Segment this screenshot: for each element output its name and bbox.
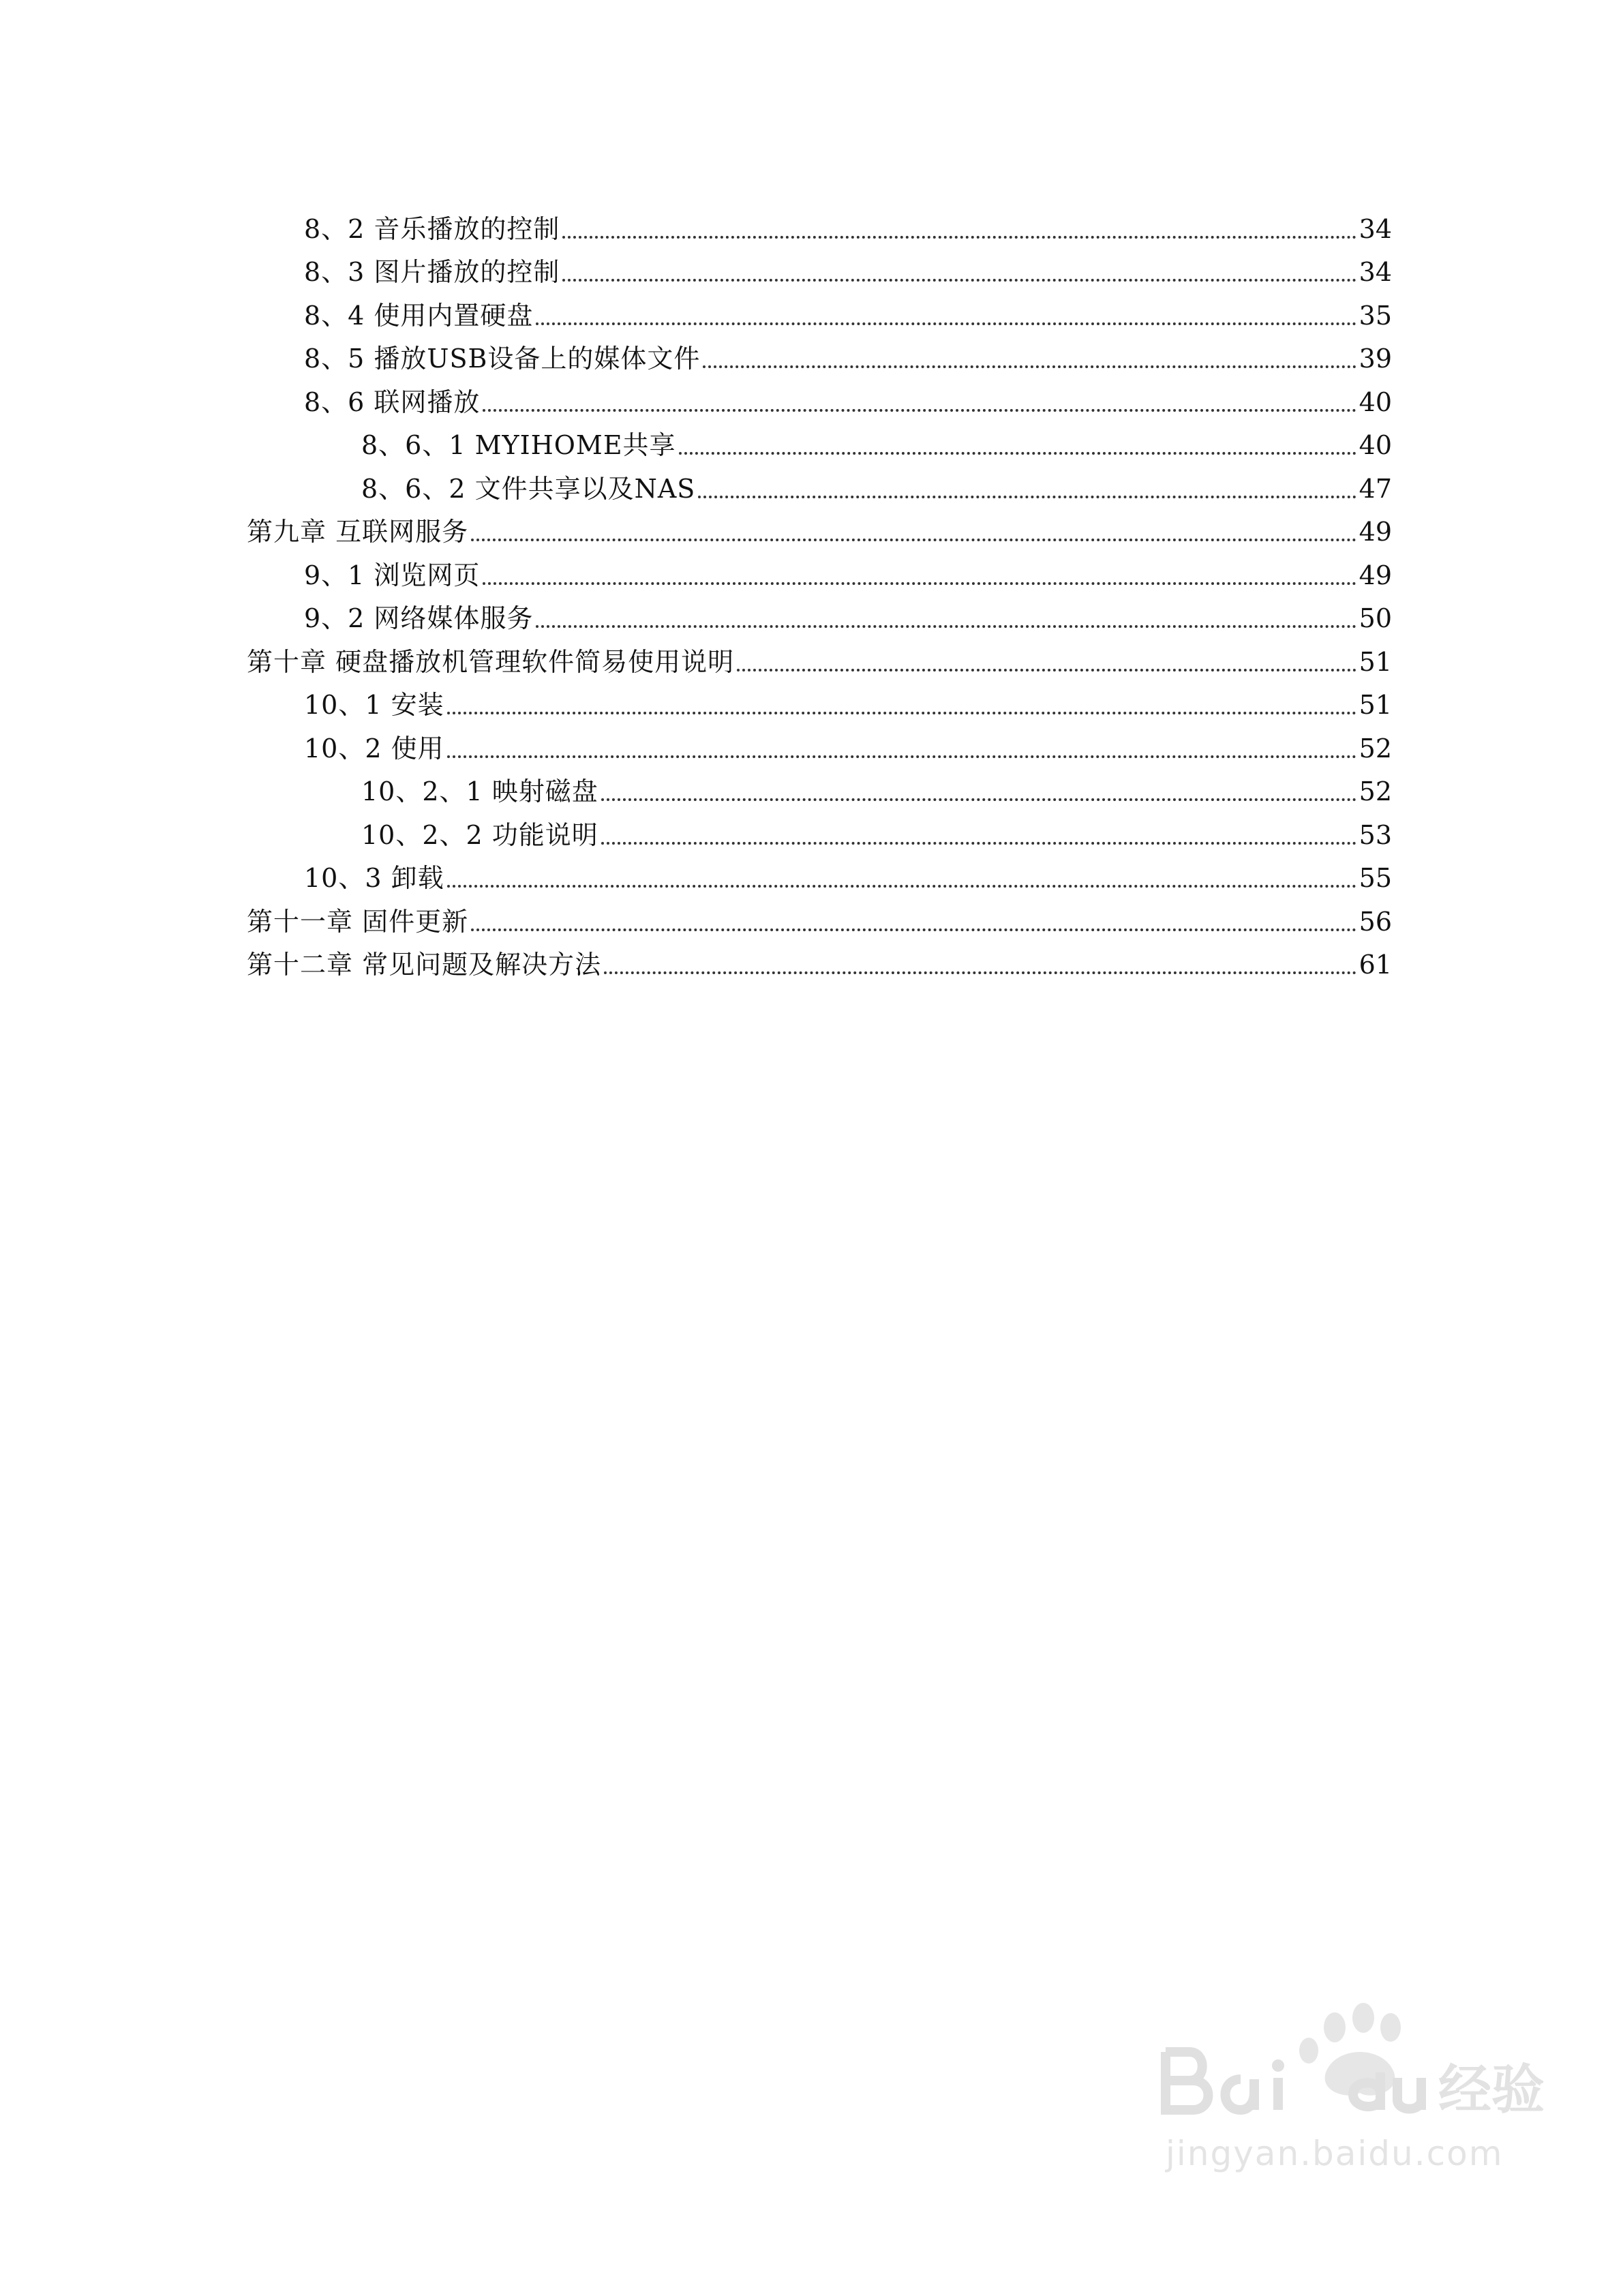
toc-entry[interactable]	[247, 505, 1392, 549]
toc-leader-dots	[447, 755, 1356, 758]
toc-leader-dots	[601, 798, 1356, 801]
toc-entry[interactable]	[247, 721, 1392, 765]
toc-leader-dots	[703, 365, 1356, 368]
toc-entry[interactable]	[247, 202, 1392, 245]
toc-entry-title: 9、2 网络媒体服务	[304, 603, 534, 633]
toc-entry[interactable]	[247, 635, 1392, 678]
toc-entry-title: 第十二章 常见问题及解决方法	[247, 950, 602, 980]
toc-entry-title: 10、2、2 功能说明	[361, 819, 598, 850]
toc-leader-dots	[447, 885, 1356, 888]
toc-entry-page: 50	[1359, 603, 1392, 633]
toc-leader-dots	[447, 712, 1356, 714]
toc-leader-dots	[679, 452, 1356, 455]
toc-leader-dots	[601, 842, 1356, 845]
toc-entry[interactable]	[247, 851, 1392, 895]
toc-entry[interactable]	[247, 462, 1392, 505]
toc-entry[interactable]	[247, 245, 1392, 289]
toc-entry-page: 52	[1359, 776, 1392, 806]
toc-leader-dots	[483, 582, 1356, 585]
toc-leader-dots	[737, 669, 1356, 671]
toc-entry[interactable]	[247, 808, 1392, 851]
toc-entry[interactable]	[247, 419, 1392, 462]
toc-entry[interactable]	[247, 894, 1392, 938]
toc-entry[interactable]	[247, 375, 1392, 419]
toc-leader-dots	[536, 322, 1356, 325]
watermark-jingyan-text: 经验	[1438, 2059, 1545, 2121]
toc-entry-title: 8、4 使用内置硬盘	[304, 300, 534, 331]
toc-entry-title: 8、5 播放USB设备上的媒体文件	[304, 344, 701, 374]
toc-entry[interactable]	[247, 938, 1392, 982]
toc-entry-page: 35	[1359, 300, 1392, 331]
toc-leader-dots	[483, 409, 1356, 412]
toc-entry-title: 8、3 图片播放的控制	[304, 257, 560, 287]
toc-entry-page: 61	[1359, 950, 1392, 980]
toc-leader-dots	[471, 539, 1356, 541]
toc-entry-title: 10、2、1 映射磁盘	[361, 776, 598, 806]
baidu-jingyan-watermark	[1152, 1997, 1568, 2202]
toc-leader-dots	[471, 928, 1356, 931]
toc-entry-page: 53	[1359, 819, 1392, 850]
toc-entry-page: 40	[1359, 430, 1392, 460]
toc-leader-dots	[604, 971, 1356, 974]
toc-entry[interactable]	[247, 288, 1392, 332]
toc-entry-title: 10、2 使用	[304, 733, 444, 764]
toc-entry-page: 52	[1359, 733, 1392, 764]
table-of-contents	[247, 202, 1392, 981]
toc-entry-title: 8、6、1 MYIHOME共享	[361, 430, 676, 460]
toc-entry-title: 9、1 浏览网页	[304, 560, 481, 590]
baidu-jingyan-logo	[1152, 1997, 1545, 2121]
toc-entry-page: 51	[1359, 646, 1392, 677]
toc-entry-title: 10、3 卸载	[304, 863, 444, 893]
toc-entry-page: 47	[1359, 473, 1392, 504]
toc-entry[interactable]	[247, 678, 1392, 722]
toc-entry[interactable]	[247, 548, 1392, 592]
toc-entry-title: 第十章 硬盘播放机管理软件简易使用说明	[247, 646, 735, 677]
toc-entry-page: 39	[1359, 344, 1392, 374]
watermark-url: jingyan.baidu.com	[1166, 2134, 1504, 2173]
toc-entry-page: 56	[1359, 906, 1392, 937]
toc-entry-title: 第十一章 固件更新	[247, 906, 469, 937]
toc-entry-title: 10、1 安装	[304, 690, 444, 720]
toc-leader-dots	[562, 236, 1356, 239]
toc-entry-page: 51	[1359, 690, 1392, 720]
toc-leader-dots	[698, 496, 1356, 498]
toc-entry-page: 34	[1359, 257, 1392, 287]
toc-entry-page: 49	[1359, 517, 1392, 547]
toc-entry-page: 55	[1359, 863, 1392, 893]
toc-entry-page: 49	[1359, 560, 1392, 590]
toc-entry-page: 34	[1359, 213, 1392, 244]
toc-entry-title: 第九章 互联网服务	[247, 517, 469, 547]
toc-entry-page: 40	[1359, 387, 1392, 417]
toc-entry-title: 8、6、2 文件共享以及NAS	[361, 473, 696, 504]
toc-leader-dots	[536, 625, 1356, 628]
toc-entry[interactable]	[247, 592, 1392, 635]
toc-entry-title: 8、2 音乐播放的控制	[304, 213, 560, 244]
toc-leader-dots	[562, 279, 1356, 282]
toc-entry-title: 8、6 联网播放	[304, 387, 481, 417]
toc-entry[interactable]	[247, 765, 1392, 809]
toc-entry[interactable]	[247, 332, 1392, 376]
